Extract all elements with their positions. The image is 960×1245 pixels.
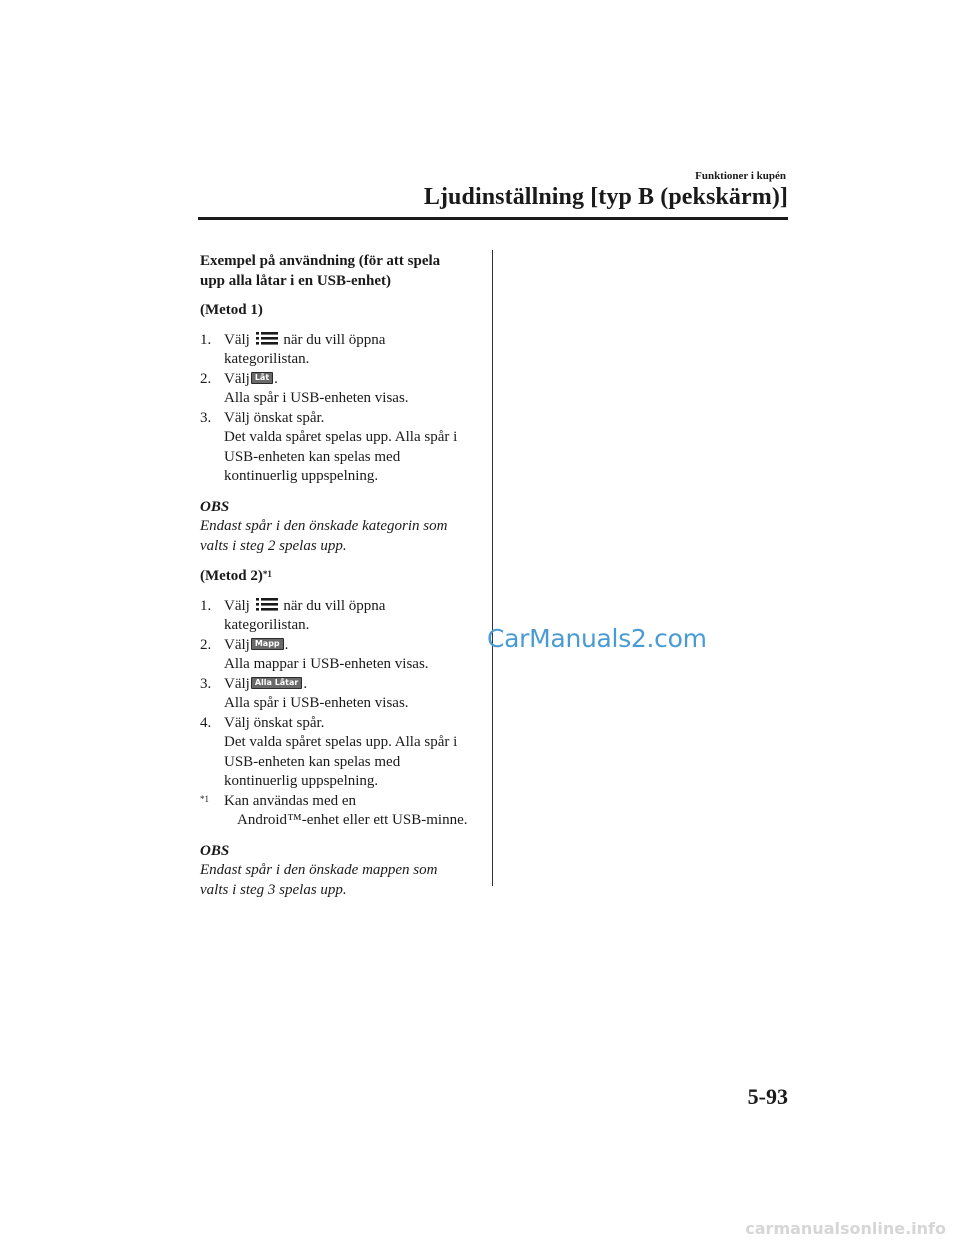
main-content <box>200 252 485 911</box>
example-heading <box>200 252 485 291</box>
step-text: Alla spår i USB-enheten visas. <box>224 390 409 406</box>
lat-button-icon: Låt <box>251 372 273 384</box>
step <box>200 597 485 636</box>
method-title-text: (Metod 2) <box>200 568 263 584</box>
step-number: 2. <box>200 370 212 387</box>
step-number: 4. <box>200 714 212 731</box>
step-text: Det valda spåret spelas upp. Alla spår i <box>224 429 458 445</box>
method-2-steps <box>200 597 485 792</box>
list-icon <box>256 597 278 612</box>
column-divider <box>492 250 493 886</box>
note-line: valts i steg 2 spelas upp. <box>200 537 347 554</box>
footnote <box>200 792 485 831</box>
note-line: Endast spår i den önskade mappen som <box>200 862 438 878</box>
note-text <box>200 517 485 556</box>
step-text: kontinuerlig uppspelning. <box>224 468 379 484</box>
step-text: kategorilistan. <box>224 351 310 367</box>
note-text <box>200 861 485 900</box>
step-text: . <box>274 370 278 387</box>
step-text: Välj önskat spår. <box>224 409 325 426</box>
step-text: när du vill öppna <box>283 597 386 614</box>
method-1-title: (Metod 1) <box>200 302 263 318</box>
footnote-text: Android™-enhet eller ett USB-minne. <box>237 812 468 828</box>
note-title: OBS <box>200 498 230 515</box>
step-text: kontinuerlig uppspelning. <box>224 773 379 789</box>
step-number: 2. <box>200 636 212 653</box>
heading-line: upp alla låtar i en USB-enhet) <box>200 272 391 289</box>
heading-line: Exempel på användning (för att spela <box>200 253 441 269</box>
step-text: när du vill öppna <box>283 331 386 348</box>
step-number: 1. <box>200 597 212 614</box>
footer-watermark: carmanualsonline.info <box>745 1219 946 1238</box>
method-1-steps <box>200 331 485 487</box>
alla-latar-button-icon: Alla Låtar <box>251 677 303 689</box>
step <box>200 370 485 409</box>
footnote-reference: *1 <box>262 569 272 579</box>
section-label: Funktioner i kupén <box>695 170 786 182</box>
step-text: Alla mappar i USB-enheten visas. <box>224 656 429 672</box>
step-text: USB-enheten kan spelas med <box>224 448 401 465</box>
step-text: . <box>284 636 289 653</box>
step <box>200 409 485 487</box>
step-text: . <box>303 675 308 692</box>
step-text: Välj önskat spår. <box>224 714 325 731</box>
step-text: Alla spår i USB-enheten visas. <box>224 695 409 711</box>
page-number: 5-93 <box>747 1084 788 1109</box>
mapp-button-icon: Mapp <box>251 638 284 650</box>
step <box>200 331 485 370</box>
step-text: Välj <box>224 636 250 653</box>
step-text: Välj <box>224 370 250 387</box>
watermark: CarManuals2.com <box>487 624 707 653</box>
step-text: Det valda spåret spelas upp. Alla spår i <box>224 734 458 750</box>
note-line: Endast spår i den önskade kategorin som <box>200 518 448 534</box>
step-number: 1. <box>200 331 212 348</box>
footnote-mark: *1 <box>200 793 209 804</box>
step <box>200 675 485 714</box>
step <box>200 714 485 792</box>
list-icon <box>256 331 278 346</box>
step-text: USB-enheten kan spelas med <box>224 753 401 770</box>
step <box>200 636 485 675</box>
step-text: Välj <box>224 597 250 614</box>
note-title: OBS <box>200 842 230 859</box>
chapter-title: Ljudinställning [typ B (pekskärm)] <box>423 184 788 210</box>
method-2-title <box>200 567 485 587</box>
header-rule <box>198 217 788 220</box>
note-line: valts i steg 3 spelas upp. <box>200 881 347 898</box>
step-number: 3. <box>200 675 212 692</box>
step-text: Välj <box>224 331 250 348</box>
step-text: kategorilistan. <box>224 617 310 633</box>
footnote-text: Kan användas med en <box>224 792 357 809</box>
step-number: 3. <box>200 409 212 426</box>
step-text: Välj <box>224 675 250 692</box>
